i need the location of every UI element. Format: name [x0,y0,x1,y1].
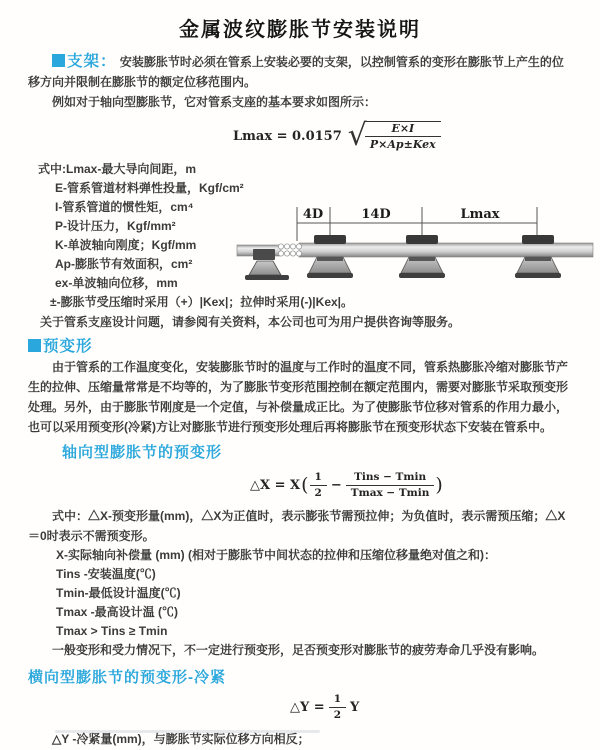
open-paren: ( [301,474,309,496]
temperature-fraction [346,471,435,500]
dimension-label-14d: 14D [361,207,391,222]
predeform-paragraph: 由于管系的工作温度变化，安装膨胀节时的温度与工作时的温度不同，管系热膨胀冷缩对膨胀节产生的拉伸、压缩量常常是不均等的，为了膨胀节变形范围控制在额定范围内，需要对膨胀节采取预变形处理。另外，由于膨胀节刚度是一个定值，与补偿量成正比。为了使膨胀节位移对管系的作用力最小，也可以采用预变形(冷紧)方让对膨胀节进行预变形处理后再将膨胀节在预变形状态下安装在管系中。 [28,360,569,434]
consult-note: 关于管系支座设计问题，请参阅有关资料，本公司也可为用户提供咨询等服务。 [40,315,461,329]
square-bullet-icon [52,54,65,67]
predeform-section-heading [28,338,93,355]
axial-note-line: Tmax > Tins ≥ Tmin [56,624,168,638]
axial-note-line: Tmax -最高设计温 (℃) [56,605,179,619]
lateral-predeform-formula [290,693,572,721]
lateral-formula-lhs: △Y = [290,699,325,715]
axial-note-line: Tins -安装温度(℃) [56,567,156,581]
lateral-formula-rhs: Y [350,699,360,715]
definition-item: P-设计压力，Kgf/mm² [55,219,176,233]
sqrt-sign: √ [347,118,367,153]
fraction-denominator: P×Ap±Kex [369,138,436,151]
axial-subheading: 轴向型膨胀节的预变形 [62,444,223,461]
half-numerator: 1 [310,471,327,486]
definition-item: I-管系管道的惯性矩，cm⁴ [55,200,194,214]
close-paren: ) [435,474,443,496]
square-bullet-icon [28,339,41,352]
axial-formula-lhs: △X = X [250,477,301,493]
one-half-fraction [310,471,327,500]
axial-note-line: Tmin-最低设计温度(℃) [56,586,181,600]
pipe-support-diagram [235,199,595,299]
definition-item: 式中:Lmax-最大导向间距，m [38,162,197,176]
axial-predeform-formula [250,470,572,500]
minus-operator: − [330,477,342,493]
half-denominator: 2 [333,708,342,721]
predeform-section-heading-row [28,337,572,357]
support-example-line: 例如对于轴向型膨胀节，它对管系支座的基本要求如图所示： [52,95,377,109]
axial-notes [28,506,572,660]
cutoff-text-artifact [55,730,320,733]
temp-denominator: Tmax − Tmin [350,486,430,499]
one-half-fraction [329,693,346,722]
formula-lhs: Lmax = 0.0157 [233,128,342,144]
axial-note-last: 一般变形和受力情况下，不一定进行预变形，足否预变形对膨胀节的疲劳寿命几乎没有影响。 [52,643,545,657]
support-section-heading [52,53,117,70]
lmax-formula [233,118,572,154]
lateral-subheading: 横向型膨胀节的预变形-冷紧 [28,669,226,686]
dimension-labels [303,207,500,222]
support-intro-text: 安装膨胀节时必须在管系上安装必要的支架，以控制管系的变形在膨胀节上产生的位移方向并限制在膨胀节的额定位移范围内。 [28,55,564,89]
temp-numerator: Tins − Tmin [346,471,435,486]
definition-item: Ap-膨胀节有效面积，cm² [55,257,193,271]
dimension-label-lmax: Lmax [460,207,500,222]
fraction-numerator: E×I [365,122,441,137]
definition-item: E-管系管道材料弹性投量，Kgf/cm² [55,181,244,195]
axial-note-line: X-实际轴向补偿量 (mm) (相对于膨胀节中间状态的拉伸和压缩位移量绝对值之和)： [56,548,496,562]
dimension-label-4d: 4D [302,207,324,222]
definition-item: K-单波轴向刚度；Kgf/mm [55,238,197,252]
support-heading-label: 支架： [67,53,117,70]
document-page [0,13,600,749]
axial-note-main: 式中：△X-预变形量(mm)，△X为正值时，表示膨张节需预拉伸；为负值时，表示需预压缩；△X＝0时表示不需预变形。 [28,509,566,543]
predeform-heading-label: 预变形 [43,338,93,355]
half-numerator: 1 [329,693,346,708]
page-title: 金属波纹膨胀节安装说明 [179,19,421,41]
bellows-icon [278,244,301,256]
radicand-fraction [365,121,441,151]
half-denominator: 2 [314,486,322,499]
support-intro-paragraph [28,52,572,92]
definition-item: ±-膨胀节受压缩时采用（+）|Kex|；拉伸时采用(-)|Kex|。 [50,295,354,309]
definition-item: ex-单波轴向位移，mm [55,276,178,290]
lateral-note: △Y -冷紧量(mm)，与膨胀节实际位移方向相反； [52,732,310,746]
